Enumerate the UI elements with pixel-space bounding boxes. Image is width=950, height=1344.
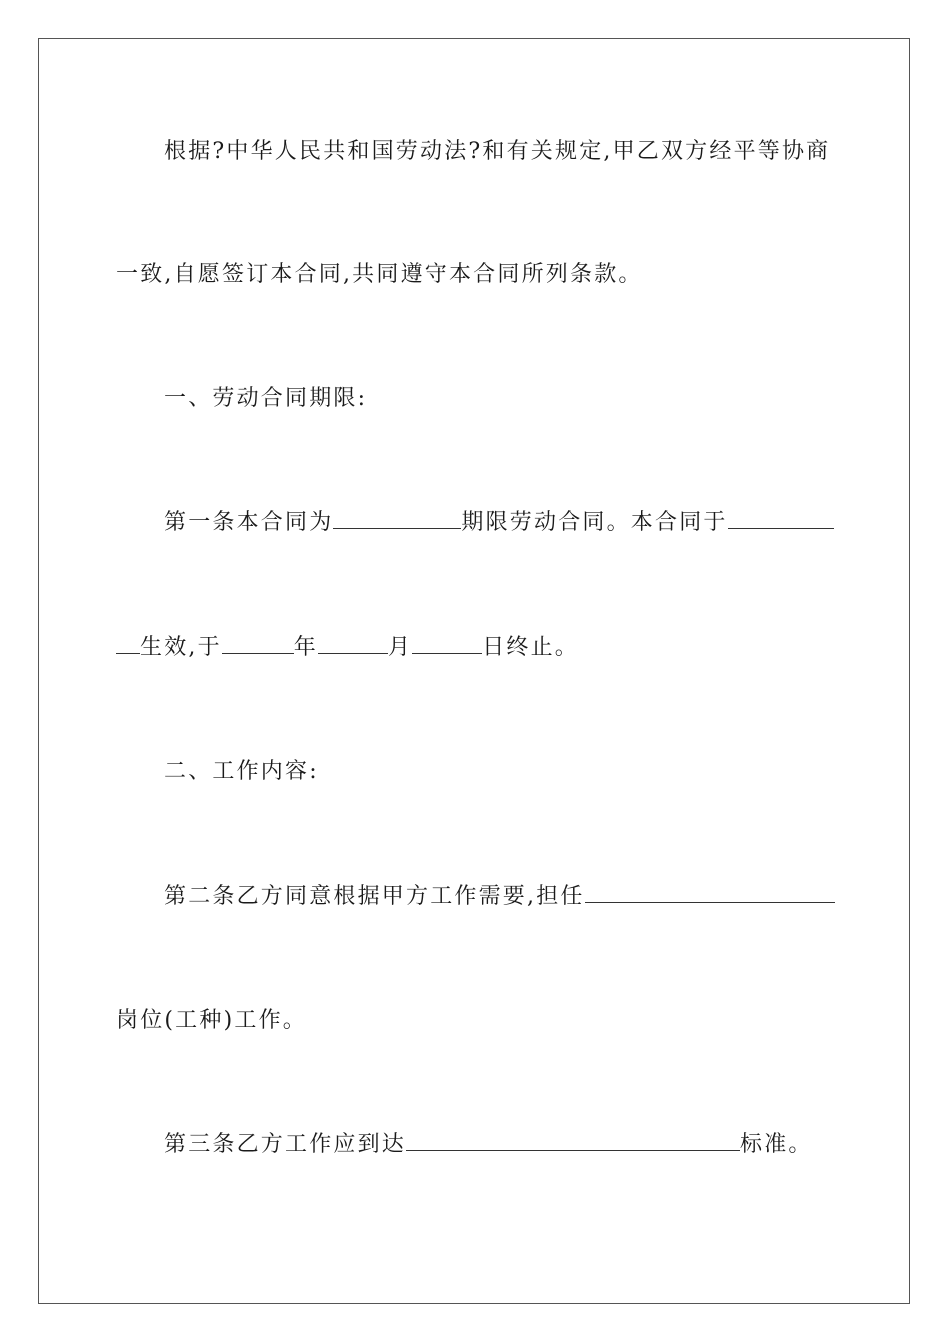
section-heading-work-text: 二、工作内容: bbox=[164, 759, 319, 784]
article-2-text-a: 第二条乙方同意根据甲方工作需要,担任 bbox=[164, 884, 585, 909]
preamble-line-1 bbox=[116, 137, 836, 167]
start-date-blank-continued[interactable] bbox=[116, 633, 140, 654]
article-2-text-b: 岗位(工种)工作。 bbox=[116, 1008, 307, 1033]
day-label: 日终止。 bbox=[482, 635, 580, 660]
article-1-text-a: 第一条本合同为 bbox=[164, 510, 334, 535]
article-1-line-1 bbox=[116, 508, 836, 538]
article-1-text-b: 期限劳动合同。本合同于 bbox=[461, 510, 728, 535]
section-heading-term-text: 一、劳动合同期限: bbox=[164, 386, 368, 411]
article-3-line-1 bbox=[116, 1130, 836, 1160]
article-2-line-1 bbox=[116, 882, 836, 912]
position-blank[interactable] bbox=[585, 882, 835, 903]
section-heading-term bbox=[116, 384, 836, 414]
page-border bbox=[38, 38, 910, 1304]
end-year-blank[interactable] bbox=[222, 633, 294, 654]
article-3-text-a: 第三条乙方工作应到达 bbox=[164, 1132, 407, 1157]
article-3-text-b: 标准。 bbox=[740, 1132, 813, 1157]
end-day-blank[interactable] bbox=[412, 633, 482, 654]
end-month-blank[interactable] bbox=[318, 633, 388, 654]
month-label: 月 bbox=[388, 635, 413, 660]
section-heading-work bbox=[116, 757, 836, 787]
start-date-blank[interactable] bbox=[728, 508, 834, 529]
work-standard-blank[interactable] bbox=[406, 1130, 740, 1151]
preamble-line-2 bbox=[116, 260, 836, 290]
contract-type-blank[interactable] bbox=[333, 508, 461, 529]
preamble-text-1: 根据?中华人民共和国劳动法?和有关规定,甲乙双方经平等协商 bbox=[164, 139, 831, 164]
article-2-line-2 bbox=[116, 1006, 836, 1036]
article-1-text-c: 生效,于 bbox=[140, 635, 222, 660]
year-label: 年 bbox=[293, 635, 318, 660]
preamble-text-2: 一致,自愿签订本合同,共同遵守本合同所列条款。 bbox=[116, 262, 643, 287]
article-1-line-2 bbox=[116, 633, 836, 663]
